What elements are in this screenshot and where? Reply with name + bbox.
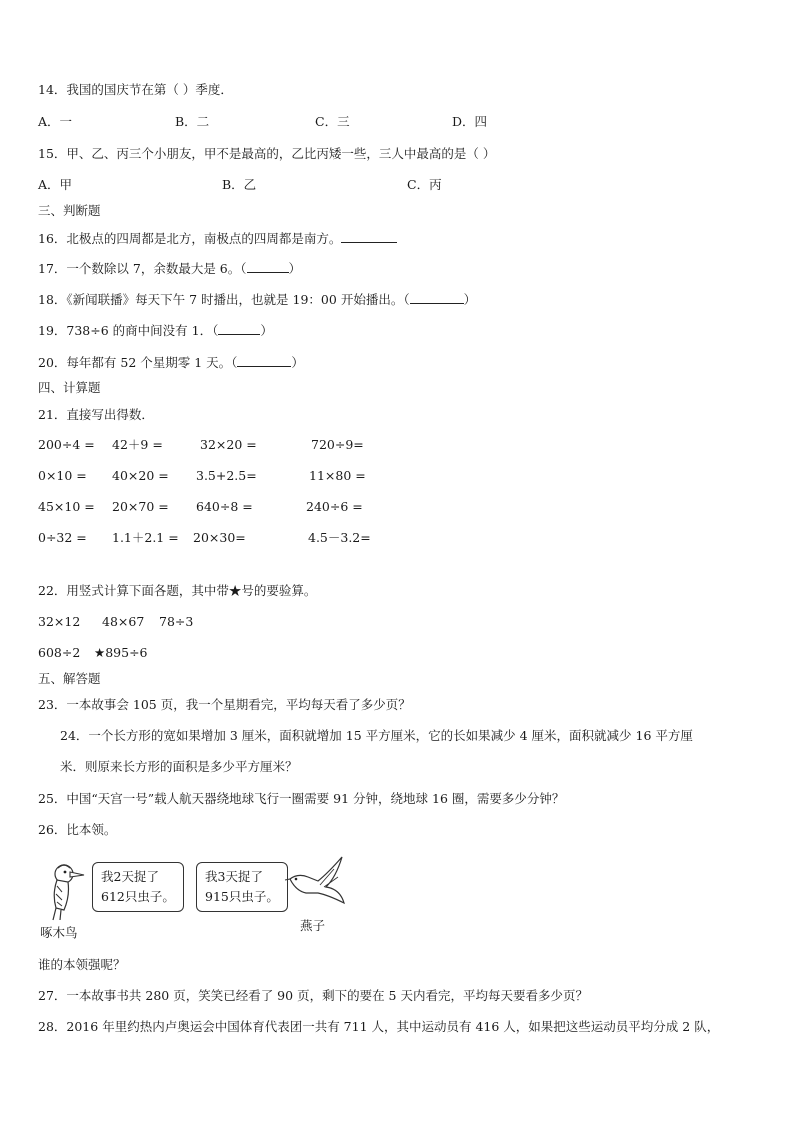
woodpecker-icon — [44, 860, 88, 922]
calc-item: 1.1＋2.1 = — [112, 530, 179, 545]
question-16 — [38, 230, 397, 247]
calc-item: 20×70 = — [112, 499, 169, 514]
vertical-calc-item: 32×12 — [38, 614, 81, 629]
calc-item: 240÷6 = — [306, 499, 363, 514]
q18-close: ） — [463, 292, 477, 307]
question-18 — [38, 291, 476, 308]
q18-answer-blank[interactable] — [410, 291, 464, 304]
vertical-calc-item: 608÷2 — [38, 645, 81, 660]
calc-item: 20×30= — [193, 530, 246, 545]
q14-option-c: C．三 — [315, 114, 350, 129]
calc-item: 640÷8 = — [196, 499, 253, 514]
question-14: 14．我国的国庆节在第（ ）季度． — [38, 82, 233, 97]
question-19 — [38, 322, 273, 339]
q15-option-c: C．丙 — [407, 177, 442, 192]
q19-answer-blank[interactable] — [218, 322, 260, 335]
question-25: 25．中国“天宫一号”载人航天器绕地球飞行一圈需要 91 分钟，绕地球 16 圈，需要多少分钟？ — [38, 791, 565, 806]
swallow-icon — [284, 855, 346, 915]
calc-item: 4.5－3.2= — [308, 530, 371, 545]
bubble-line: 我2天捉了 — [101, 869, 159, 884]
calc-item: 11×80 = — [309, 468, 366, 483]
q17-answer-blank[interactable] — [247, 260, 289, 273]
question-26: 26．比本领。 — [38, 822, 117, 837]
question-26-prompt: 谁的本领强呢？ — [38, 957, 126, 972]
question-21: 21．直接写出得数． — [38, 407, 154, 422]
question-17 — [38, 260, 301, 277]
vertical-calc-item: 78÷3 — [159, 614, 194, 629]
q17-close: ） — [288, 261, 302, 276]
calc-item: 0×10 = — [38, 468, 87, 483]
calc-item: 3.5+2.5= — [196, 468, 257, 483]
question-24-line1: 24．一个长方形的宽如果增加 3 厘米，面积就增加 15 平方厘米，它的长如果减少 4 厘米，面积就减少 16 平方厘 — [60, 728, 693, 743]
question-15: 15．甲、乙、丙三个小朋友，甲不是最高的，乙比丙矮一些，三人中最高的是（ ） — [38, 146, 496, 161]
bubble-line: 915只虫子。 — [205, 889, 279, 904]
q20-answer-blank[interactable] — [237, 354, 291, 367]
woodpecker-caption: 啄木鸟 — [40, 925, 78, 940]
bubble-line: 612只虫子。 — [101, 889, 175, 904]
q20-text: 20．每年都有 52 个星期零 1 天。（ — [38, 355, 238, 370]
q15-option-b: B．乙 — [222, 177, 257, 192]
vertical-calc-item: 48×67 — [102, 614, 145, 629]
section-5-heading: 五、解答题 — [38, 671, 101, 686]
vertical-calc-item: ★895÷6 — [94, 645, 148, 660]
calc-item: 32×20 = — [200, 437, 257, 452]
section-4-heading: 四、计算题 — [38, 380, 101, 395]
question-22: 22．用竖式计算下面各题，其中带★号的要验算。 — [38, 583, 317, 598]
q16-answer-blank[interactable] — [341, 230, 397, 243]
question-23: 23．一本故事会 105 页，我一个星期看完，平均每天看了多少页？ — [38, 697, 411, 712]
calc-item: 0÷32 = — [38, 530, 87, 545]
section-3-heading: 三、判断题 — [38, 203, 101, 218]
q18-text: 18．《新闻联播》每天下午 7 时播出，也就是 19：00 开始播出。（ — [38, 292, 410, 307]
swallow-speech-bubble — [196, 862, 288, 912]
calc-item: 42＋9 = — [112, 437, 163, 452]
calc-item: 200÷4 = — [38, 437, 95, 452]
bubble-line: 我3天捉了 — [205, 869, 263, 884]
q19-text: 19．738÷6 的商中间没有 1．（ — [38, 323, 219, 338]
q15-option-a: A．甲 — [38, 177, 73, 192]
q19-close: ） — [260, 323, 273, 338]
q20-close: ） — [291, 355, 304, 370]
swallow-caption: 燕子 — [300, 918, 326, 933]
q14-option-b: B．二 — [175, 114, 210, 129]
question-28: 28．2016 年里约热内卢奥运会中国体育代表团一共有 711 人，其中运动员有 416 人，如果把这些运动员平均分成 2 队， — [38, 1019, 720, 1034]
q14-option-d: D．四 — [452, 114, 488, 129]
calc-item: 40×20 = — [112, 468, 169, 483]
q17-text: 17．一个数除以 7，余数最大是 6。（ — [38, 261, 247, 276]
question-20 — [38, 354, 304, 371]
q14-option-a: A．一 — [38, 114, 73, 129]
woodpecker-speech-bubble — [92, 862, 184, 912]
question-27: 27．一本故事书共 280 页，笑笑已经看了 90 页，剩下的要在 5 天内看完，平均每天要看多少页？ — [38, 988, 588, 1003]
question-24-line2: 米．则原来长方形的面积是多少平方厘米？ — [60, 759, 298, 774]
calc-item: 720÷9= — [311, 437, 364, 452]
q16-text: 16．北极点的四周都是北方，南极点的四周都是南方。 — [38, 231, 342, 246]
calc-item: 45×10 = — [38, 499, 95, 514]
